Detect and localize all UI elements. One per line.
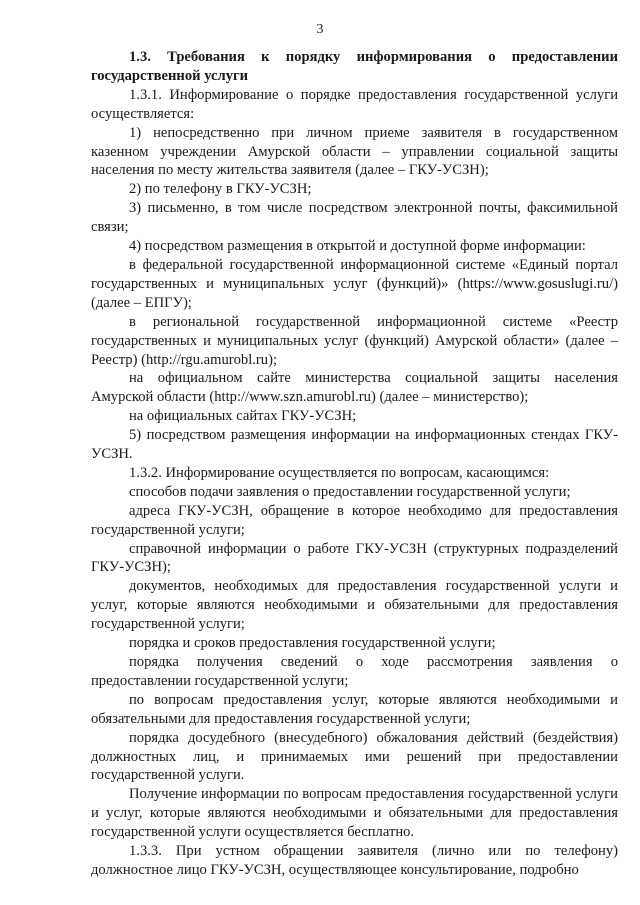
- page-number: 3: [316, 22, 324, 37]
- paragraph: 1.3.2. Информирование осуществляется по вопросам, касающимся:: [129, 464, 550, 481]
- paragraph: 3) письменно, в том числе посредством электронной почты, факсимильной связи;: [91, 200, 618, 236]
- paragraph: на официальных сайтах ГКУ-УСЗН;: [129, 408, 357, 425]
- section-heading: 1.3. Требования к порядку информирования о предоставлении государственной услуги: [91, 49, 618, 84]
- paragraph: Получение информации по вопросам предоставления государственной услуги и услуг, которые являются необходимыми и обязательными для предоставления государственной услуги осуществляется бесплатно.: [91, 786, 618, 841]
- paragraph: порядка и сроков предоставления государственной услуги;: [129, 635, 496, 652]
- paragraph: по вопросам предоставления услуг, которые являются необходимыми и обязательными для предоставления государственной услуги;: [91, 691, 618, 727]
- paragraph: способов подачи заявления о предоставлении государственной услуги;: [129, 483, 571, 500]
- paragraph: 1.3.1. Информирование о порядке предоставления государственной услуги осуществляется:: [91, 86, 618, 122]
- paragraph: в региональной государственной информационной системе «Реестр государственных и муниципальных услуг (функций) Амурской области» (далее – Реестр) (http://rgu.amurobl.ru);: [91, 313, 618, 368]
- paragraph: документов, необходимых для предоставления государственной услуги и услуг, которые являются необходимыми и обязательными для предоставления государственной услуги;: [91, 578, 618, 633]
- paragraph: в федеральной государственной информационной системе «Единый портал государственных и муниципальных услуг (функций)» (https://www.gosuslugi.ru/) (далее – ЕПГУ);: [91, 256, 618, 311]
- paragraph: на официальном сайте министерства социальной защиты населения Амурской области (http://www.szn.amurobl.ru) (далее – министерство);: [91, 370, 618, 406]
- paragraph: 1) непосредственно при личном приеме заявителя в государственном казенном учреждении Амурской области – управлении социальной защиты населения по месту жительства заявителя (далее – ГКУ-УСЗН);: [91, 124, 618, 179]
- paragraph: адреса ГКУ-УСЗН, обращение в которое необходимо для предоставления государственной услуги;: [91, 502, 618, 538]
- paragraph: порядка получения сведений о ходе рассмотрения заявления о предоставлении государственной услуги;: [91, 654, 618, 689]
- paragraph: 4) посредством размещения в открытой и доступной форме информации:: [129, 238, 586, 255]
- paragraph: порядка досудебного (внесудебного) обжалования действий (бездействия) должностных лиц, и принимаемых ими решений при предоставлении государственной услуги.: [91, 729, 618, 784]
- paragraph: 1.3.3. При устном обращении заявителя (лично или по телефону) должностное лицо ГКУ-УСЗН, осуществляющее консультирование, подробно: [91, 843, 618, 878]
- document-body: [91, 48, 618, 880]
- paragraph: 5) посредством размещения информации на информационных стендах ГКУ-УСЗН.: [91, 427, 618, 463]
- paragraph: справочной информации о работе ГКУ-УСЗН (структурных подразделений ГКУ-УСЗН);: [91, 540, 618, 576]
- paragraph: 2) по телефону в ГКУ-УСЗН;: [129, 181, 312, 198]
